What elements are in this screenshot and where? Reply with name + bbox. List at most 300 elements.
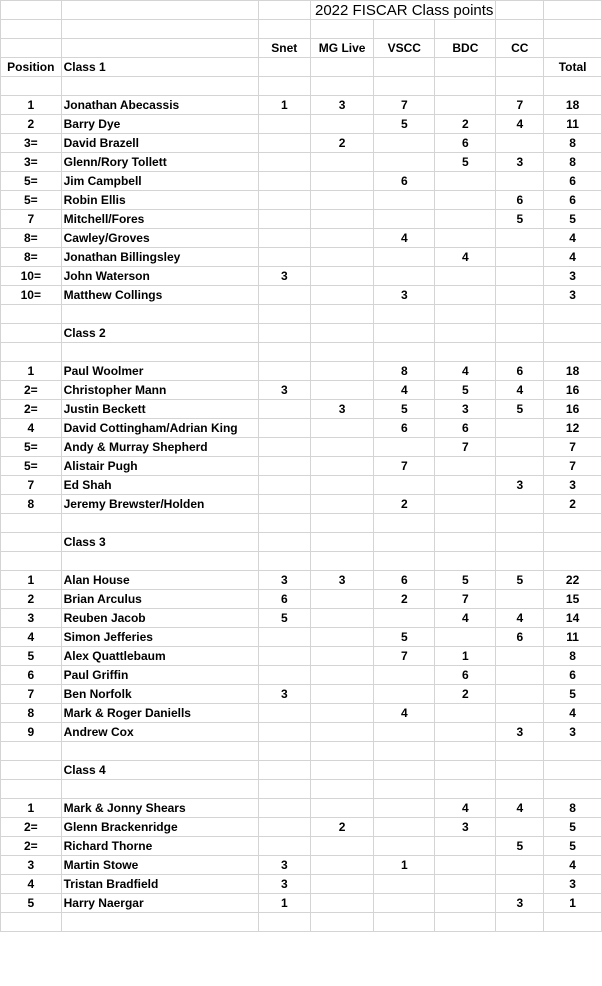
driver-name-cell: Paul Woolmer xyxy=(61,362,258,381)
table-row xyxy=(1,818,602,837)
points-cell: 2 xyxy=(435,685,496,704)
driver-name-cell: Barry Dye xyxy=(61,115,258,134)
empty-cell xyxy=(1,324,62,343)
points-cell: 6 xyxy=(435,666,496,685)
points-cell xyxy=(435,704,496,723)
points-cell xyxy=(496,685,544,704)
empty-cell xyxy=(544,913,602,932)
empty-cell xyxy=(496,742,544,761)
points-cell: 4 xyxy=(435,799,496,818)
points-cell xyxy=(311,419,374,438)
points-cell: 6 xyxy=(258,590,310,609)
empty-cell xyxy=(1,742,62,761)
position-cell: 2= xyxy=(1,400,62,419)
table-row xyxy=(1,400,602,419)
points-cell xyxy=(311,685,374,704)
empty-cell xyxy=(61,39,258,58)
points-cell: 5 xyxy=(496,210,544,229)
points-cell: 2 xyxy=(435,115,496,134)
driver-name-cell: Harry Naergar xyxy=(61,894,258,913)
position-cell: 8 xyxy=(1,495,62,514)
total-cell: 8 xyxy=(544,647,602,666)
table-row xyxy=(1,837,602,856)
total-cell: 12 xyxy=(544,419,602,438)
points-cell: 2 xyxy=(311,818,374,837)
points-cell: 3 xyxy=(311,571,374,590)
driver-name-cell: David Brazell xyxy=(61,134,258,153)
points-cell: 3 xyxy=(258,267,310,286)
table-row xyxy=(1,210,602,229)
points-cell xyxy=(258,799,310,818)
points-cell xyxy=(258,837,310,856)
points-cell: 4 xyxy=(496,381,544,400)
points-cell: 5 xyxy=(435,571,496,590)
points-cell xyxy=(311,837,374,856)
driver-name-cell: Martin Stowe xyxy=(61,856,258,875)
empty-cell xyxy=(1,39,62,58)
empty-cell xyxy=(435,343,496,362)
points-cell xyxy=(435,457,496,476)
points-cell: 5 xyxy=(496,400,544,419)
empty-cell xyxy=(374,305,435,324)
points-cell xyxy=(496,229,544,248)
empty-cell xyxy=(61,514,258,533)
blank-row xyxy=(1,780,602,799)
points-cell xyxy=(258,438,310,457)
position-cell: 5= xyxy=(1,191,62,210)
driver-name-cell: Tristan Bradfield xyxy=(61,875,258,894)
empty-cell xyxy=(61,1,258,20)
empty-cell xyxy=(544,552,602,571)
points-cell xyxy=(258,210,310,229)
empty-cell xyxy=(1,305,62,324)
empty-cell xyxy=(374,324,435,343)
position-cell: 8 xyxy=(1,704,62,723)
blank-row xyxy=(1,305,602,324)
empty-cell xyxy=(258,58,310,77)
empty-cell xyxy=(258,20,310,39)
points-cell xyxy=(311,267,374,286)
points-cell xyxy=(258,457,310,476)
total-cell: 7 xyxy=(544,457,602,476)
empty-cell xyxy=(374,780,435,799)
table-row xyxy=(1,457,602,476)
points-cell xyxy=(435,723,496,742)
points-cell xyxy=(496,248,544,267)
empty-cell xyxy=(374,58,435,77)
points-cell xyxy=(374,875,435,894)
points-cell xyxy=(374,666,435,685)
empty-cell xyxy=(496,58,544,77)
empty-cell xyxy=(374,761,435,780)
driver-name-cell: Mark & Jonny Shears xyxy=(61,799,258,818)
driver-name-cell: Paul Griffin xyxy=(61,666,258,685)
points-cell xyxy=(311,381,374,400)
empty-cell xyxy=(544,1,602,20)
empty-cell xyxy=(258,742,310,761)
empty-cell xyxy=(435,514,496,533)
empty-cell xyxy=(258,514,310,533)
empty-cell xyxy=(258,324,310,343)
empty-cell xyxy=(311,552,374,571)
points-cell: 3 xyxy=(435,400,496,419)
points-cell: 6 xyxy=(374,419,435,438)
points-cell xyxy=(496,172,544,191)
table-row xyxy=(1,362,602,381)
empty-cell xyxy=(1,913,62,932)
position-cell: 5= xyxy=(1,172,62,191)
points-cell xyxy=(435,172,496,191)
column-header: Snet xyxy=(258,39,310,58)
points-cell xyxy=(258,362,310,381)
points-cell xyxy=(311,609,374,628)
position-cell: 6 xyxy=(1,666,62,685)
position-cell: 2= xyxy=(1,837,62,856)
table-row xyxy=(1,609,602,628)
points-cell xyxy=(311,172,374,191)
points-cell xyxy=(258,647,310,666)
empty-cell xyxy=(61,913,258,932)
position-cell: 5= xyxy=(1,457,62,476)
points-cell xyxy=(496,419,544,438)
points-cell xyxy=(311,457,374,476)
empty-cell xyxy=(311,343,374,362)
table-row xyxy=(1,590,602,609)
position-cell: 9 xyxy=(1,723,62,742)
total-cell: 4 xyxy=(544,856,602,875)
empty-cell xyxy=(61,77,258,96)
driver-name-cell: Cawley/Groves xyxy=(61,229,258,248)
points-cell xyxy=(374,894,435,913)
table-row xyxy=(1,419,602,438)
position-cell: 7 xyxy=(1,685,62,704)
total-cell: 3 xyxy=(544,476,602,495)
points-cell xyxy=(435,495,496,514)
points-cell: 7 xyxy=(374,647,435,666)
empty-cell xyxy=(61,305,258,324)
points-cell: 7 xyxy=(435,438,496,457)
total-cell: 15 xyxy=(544,590,602,609)
empty-cell xyxy=(435,77,496,96)
empty-cell xyxy=(1,1,62,20)
driver-name-cell: Justin Beckett xyxy=(61,400,258,419)
empty-cell xyxy=(435,533,496,552)
points-cell: 3 xyxy=(258,875,310,894)
empty-cell xyxy=(496,780,544,799)
position-cell: 1 xyxy=(1,96,62,115)
total-cell: 3 xyxy=(544,723,602,742)
points-cell xyxy=(496,647,544,666)
blank-row xyxy=(1,552,602,571)
points-cell xyxy=(311,875,374,894)
points-cell: 1 xyxy=(374,856,435,875)
position-cell: 10= xyxy=(1,286,62,305)
points-cell xyxy=(374,191,435,210)
points-cell xyxy=(258,191,310,210)
points-cell: 4 xyxy=(496,609,544,628)
driver-name-cell: Jonathan Billingsley xyxy=(61,248,258,267)
points-cell: 4 xyxy=(435,362,496,381)
points-cell xyxy=(311,704,374,723)
empty-cell xyxy=(544,77,602,96)
points-cell xyxy=(258,286,310,305)
empty-cell xyxy=(374,514,435,533)
points-cell: 4 xyxy=(496,115,544,134)
driver-name-cell: Mark & Roger Daniells xyxy=(61,704,258,723)
points-cell xyxy=(435,894,496,913)
table-row xyxy=(1,476,602,495)
points-cell xyxy=(311,191,374,210)
empty-cell xyxy=(61,742,258,761)
points-cell xyxy=(258,400,310,419)
empty-cell xyxy=(496,343,544,362)
points-cell: 4 xyxy=(496,799,544,818)
points-cell: 5 xyxy=(258,609,310,628)
points-cell xyxy=(496,457,544,476)
table-row xyxy=(1,267,602,286)
points-cell: 4 xyxy=(374,229,435,248)
empty-cell xyxy=(1,77,62,96)
points-cell xyxy=(258,115,310,134)
points-cell xyxy=(496,818,544,837)
points-cell: 4 xyxy=(435,248,496,267)
driver-name-cell: Alex Quattlebaum xyxy=(61,647,258,666)
points-cell xyxy=(496,267,544,286)
empty-cell xyxy=(311,913,374,932)
points-cell: 3 xyxy=(496,723,544,742)
empty-cell xyxy=(496,761,544,780)
column-header-row xyxy=(1,39,602,58)
position-cell: 1 xyxy=(1,362,62,381)
empty-cell xyxy=(496,20,544,39)
table-row xyxy=(1,685,602,704)
position-cell: 8= xyxy=(1,248,62,267)
driver-name-cell: Andy & Murray Shepherd xyxy=(61,438,258,457)
empty-cell xyxy=(374,552,435,571)
driver-name-cell: Andrew Cox xyxy=(61,723,258,742)
driver-name-cell: Matthew Collings xyxy=(61,286,258,305)
points-cell xyxy=(496,438,544,457)
points-cell xyxy=(496,495,544,514)
empty-cell xyxy=(1,343,62,362)
total-cell: 18 xyxy=(544,362,602,381)
points-cell xyxy=(311,666,374,685)
total-cell: 5 xyxy=(544,818,602,837)
total-cell: 18 xyxy=(544,96,602,115)
table-row xyxy=(1,704,602,723)
empty-cell xyxy=(374,343,435,362)
points-cell xyxy=(374,723,435,742)
driver-name-cell: Reuben Jacob xyxy=(61,609,258,628)
empty-cell xyxy=(311,533,374,552)
empty-cell xyxy=(544,343,602,362)
total-header: Total xyxy=(544,58,602,77)
empty-cell xyxy=(496,533,544,552)
column-header: MG Live xyxy=(311,39,374,58)
points-cell xyxy=(374,837,435,856)
points-cell xyxy=(311,438,374,457)
position-cell: 2 xyxy=(1,590,62,609)
total-cell: 14 xyxy=(544,609,602,628)
points-cell xyxy=(435,267,496,286)
empty-cell xyxy=(258,761,310,780)
points-cell: 2 xyxy=(374,590,435,609)
points-cell xyxy=(311,115,374,134)
table-row xyxy=(1,628,602,647)
table-row xyxy=(1,856,602,875)
points-cell xyxy=(435,837,496,856)
position-cell: 7 xyxy=(1,210,62,229)
table-row xyxy=(1,647,602,666)
points-cell: 3 xyxy=(311,400,374,419)
empty-cell xyxy=(61,343,258,362)
points-cell: 5 xyxy=(496,837,544,856)
points-cell: 8 xyxy=(374,362,435,381)
points-cell: 1 xyxy=(258,894,310,913)
driver-name-cell: Richard Thorne xyxy=(61,837,258,856)
points-cell xyxy=(311,210,374,229)
total-cell: 22 xyxy=(544,571,602,590)
points-cell xyxy=(311,286,374,305)
points-cell xyxy=(258,476,310,495)
points-cell: 2 xyxy=(311,134,374,153)
points-cell xyxy=(374,210,435,229)
empty-cell xyxy=(374,77,435,96)
points-cell: 3 xyxy=(496,476,544,495)
points-cell xyxy=(311,590,374,609)
empty-cell xyxy=(258,780,310,799)
points-cell: 6 xyxy=(435,134,496,153)
total-cell: 7 xyxy=(544,438,602,457)
total-cell: 16 xyxy=(544,400,602,419)
empty-cell xyxy=(258,533,310,552)
empty-cell xyxy=(374,20,435,39)
points-cell xyxy=(311,248,374,267)
position-cell: 4 xyxy=(1,628,62,647)
points-cell: 5 xyxy=(374,628,435,647)
total-cell: 5 xyxy=(544,837,602,856)
driver-name-cell: Alistair Pugh xyxy=(61,457,258,476)
empty-cell xyxy=(258,77,310,96)
table-row xyxy=(1,495,602,514)
points-cell: 3 xyxy=(258,381,310,400)
points-cell xyxy=(374,476,435,495)
position-cell: 1 xyxy=(1,571,62,590)
position-cell: 4 xyxy=(1,419,62,438)
blank-row xyxy=(1,77,602,96)
empty-cell xyxy=(1,20,62,39)
empty-cell xyxy=(544,761,602,780)
points-cell xyxy=(258,495,310,514)
points-cell: 6 xyxy=(374,571,435,590)
points-cell xyxy=(258,134,310,153)
empty-cell xyxy=(258,913,310,932)
points-cell: 5 xyxy=(496,571,544,590)
points-cell xyxy=(311,153,374,172)
empty-cell xyxy=(61,552,258,571)
points-cell xyxy=(435,286,496,305)
empty-cell xyxy=(544,533,602,552)
blank-row xyxy=(1,343,602,362)
driver-name-cell: Jim Campbell xyxy=(61,172,258,191)
empty-cell xyxy=(544,514,602,533)
points-cell xyxy=(435,856,496,875)
position-cell: 3 xyxy=(1,856,62,875)
points-cell: 1 xyxy=(435,647,496,666)
position-cell: 2= xyxy=(1,381,62,400)
table-row xyxy=(1,894,602,913)
empty-cell xyxy=(435,324,496,343)
points-cell: 6 xyxy=(435,419,496,438)
points-cell: 7 xyxy=(435,590,496,609)
blank-row xyxy=(1,514,602,533)
driver-name-cell: Glenn/Rory Tollett xyxy=(61,153,258,172)
table-row xyxy=(1,723,602,742)
driver-name-cell: David Cottingham/Adrian King xyxy=(61,419,258,438)
points-cell xyxy=(311,476,374,495)
points-cell xyxy=(496,134,544,153)
class-header-row xyxy=(1,761,602,780)
empty-cell xyxy=(496,324,544,343)
blank-row xyxy=(1,913,602,932)
points-cell xyxy=(258,248,310,267)
position-cell: 2 xyxy=(1,115,62,134)
table-body xyxy=(1,1,602,932)
points-cell xyxy=(435,210,496,229)
position-cell: 8= xyxy=(1,229,62,248)
points-cell xyxy=(258,153,310,172)
total-cell: 4 xyxy=(544,248,602,267)
empty-cell xyxy=(544,39,602,58)
points-cell xyxy=(374,799,435,818)
empty-cell xyxy=(374,913,435,932)
empty-cell xyxy=(258,1,310,20)
points-cell xyxy=(311,799,374,818)
driver-name-cell: Glenn Brackenridge xyxy=(61,818,258,837)
points-cell: 5 xyxy=(435,153,496,172)
table-row xyxy=(1,799,602,818)
points-cell: 3 xyxy=(374,286,435,305)
points-cell: 5 xyxy=(374,400,435,419)
table-row xyxy=(1,248,602,267)
blank-row xyxy=(1,742,602,761)
points-cell: 4 xyxy=(435,609,496,628)
points-cell: 7 xyxy=(496,96,544,115)
table-row xyxy=(1,666,602,685)
total-cell: 8 xyxy=(544,134,602,153)
position-cell: 4 xyxy=(1,875,62,894)
position-cell: 1 xyxy=(1,799,62,818)
position-cell: 10= xyxy=(1,267,62,286)
points-cell: 3 xyxy=(311,96,374,115)
empty-cell xyxy=(311,742,374,761)
points-cell: 4 xyxy=(374,704,435,723)
class-name: Class 4 xyxy=(61,761,258,780)
empty-cell xyxy=(496,913,544,932)
points-cell xyxy=(311,856,374,875)
points-cell xyxy=(258,704,310,723)
column-header: CC xyxy=(496,39,544,58)
driver-name-cell: Ed Shah xyxy=(61,476,258,495)
empty-cell xyxy=(311,58,374,77)
points-cell: 7 xyxy=(374,96,435,115)
empty-cell xyxy=(311,324,374,343)
points-cell: 6 xyxy=(496,191,544,210)
points-cell: 3 xyxy=(258,685,310,704)
table-row xyxy=(1,191,602,210)
points-cell xyxy=(258,229,310,248)
table-row xyxy=(1,286,602,305)
